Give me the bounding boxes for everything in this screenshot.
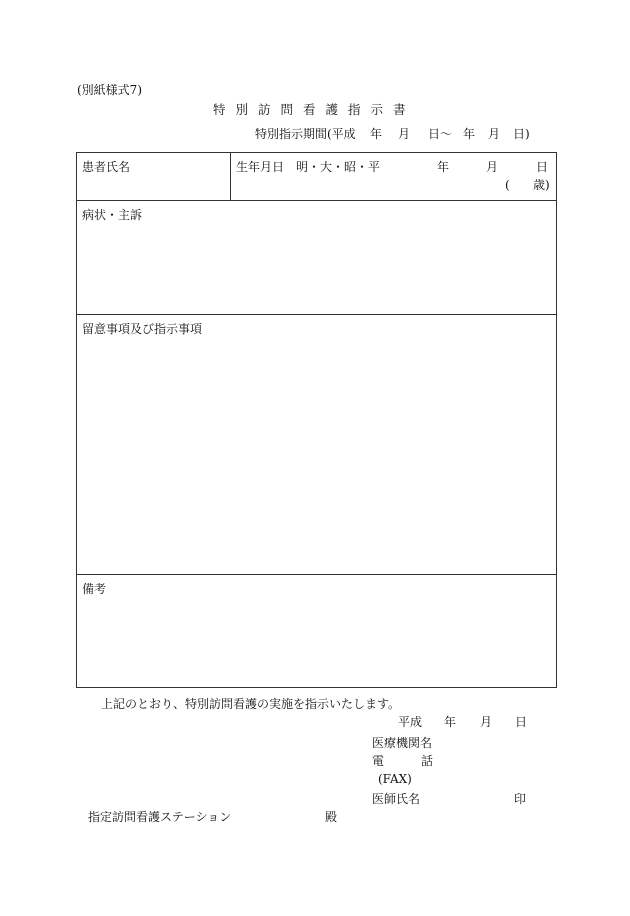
date-day: 日	[515, 715, 528, 729]
date-era: 平成	[398, 715, 423, 729]
divider	[76, 574, 557, 575]
period-month-end: 月	[488, 127, 501, 141]
divider	[230, 152, 231, 200]
fax-label: (FAX)	[378, 772, 412, 786]
divider	[76, 200, 557, 201]
date-month: 月	[480, 715, 493, 729]
period-year-start: 年	[370, 127, 383, 141]
age-label: 歳)	[533, 178, 550, 192]
age-open: (	[505, 178, 510, 192]
honorific: 殿	[325, 810, 338, 824]
institution-label: 医療機関名	[372, 736, 433, 750]
period-month-start: 月	[398, 127, 411, 141]
birth-day: 日	[536, 160, 549, 174]
seal-mark: 印	[514, 792, 527, 806]
station-label: 指定訪問看護ステーション	[88, 810, 232, 824]
birthdate-label: 生年月日	[236, 160, 285, 174]
period-label: 特別指示期間(平成	[255, 127, 356, 141]
page-title: 特別訪問看護指示書	[213, 102, 416, 117]
remarks-label: 備考	[82, 582, 107, 596]
divider	[76, 314, 557, 315]
form-table	[76, 152, 557, 688]
period-year-end: 年	[463, 127, 476, 141]
doctor-label: 医師氏名	[372, 792, 421, 806]
phone-label-2: 話	[421, 754, 434, 768]
instructions-label: 留意事項及び指示事項	[82, 322, 203, 336]
date-year: 年	[444, 715, 457, 729]
birth-year: 年	[437, 160, 450, 174]
phone-label-1: 電	[372, 754, 385, 768]
period-day-end: 日)	[513, 127, 530, 141]
birth-month: 月	[486, 160, 499, 174]
patient-name-label: 患者氏名	[82, 160, 131, 174]
period-day-start: 日〜	[428, 127, 453, 141]
form-number: (別紙様式7)	[77, 83, 142, 97]
symptoms-label: 病状・主訴	[82, 208, 143, 222]
statement: 上記のとおり、特別訪問看護の実施を指示いたします。	[101, 697, 401, 711]
era-options: 明・大・昭・平	[296, 160, 381, 174]
